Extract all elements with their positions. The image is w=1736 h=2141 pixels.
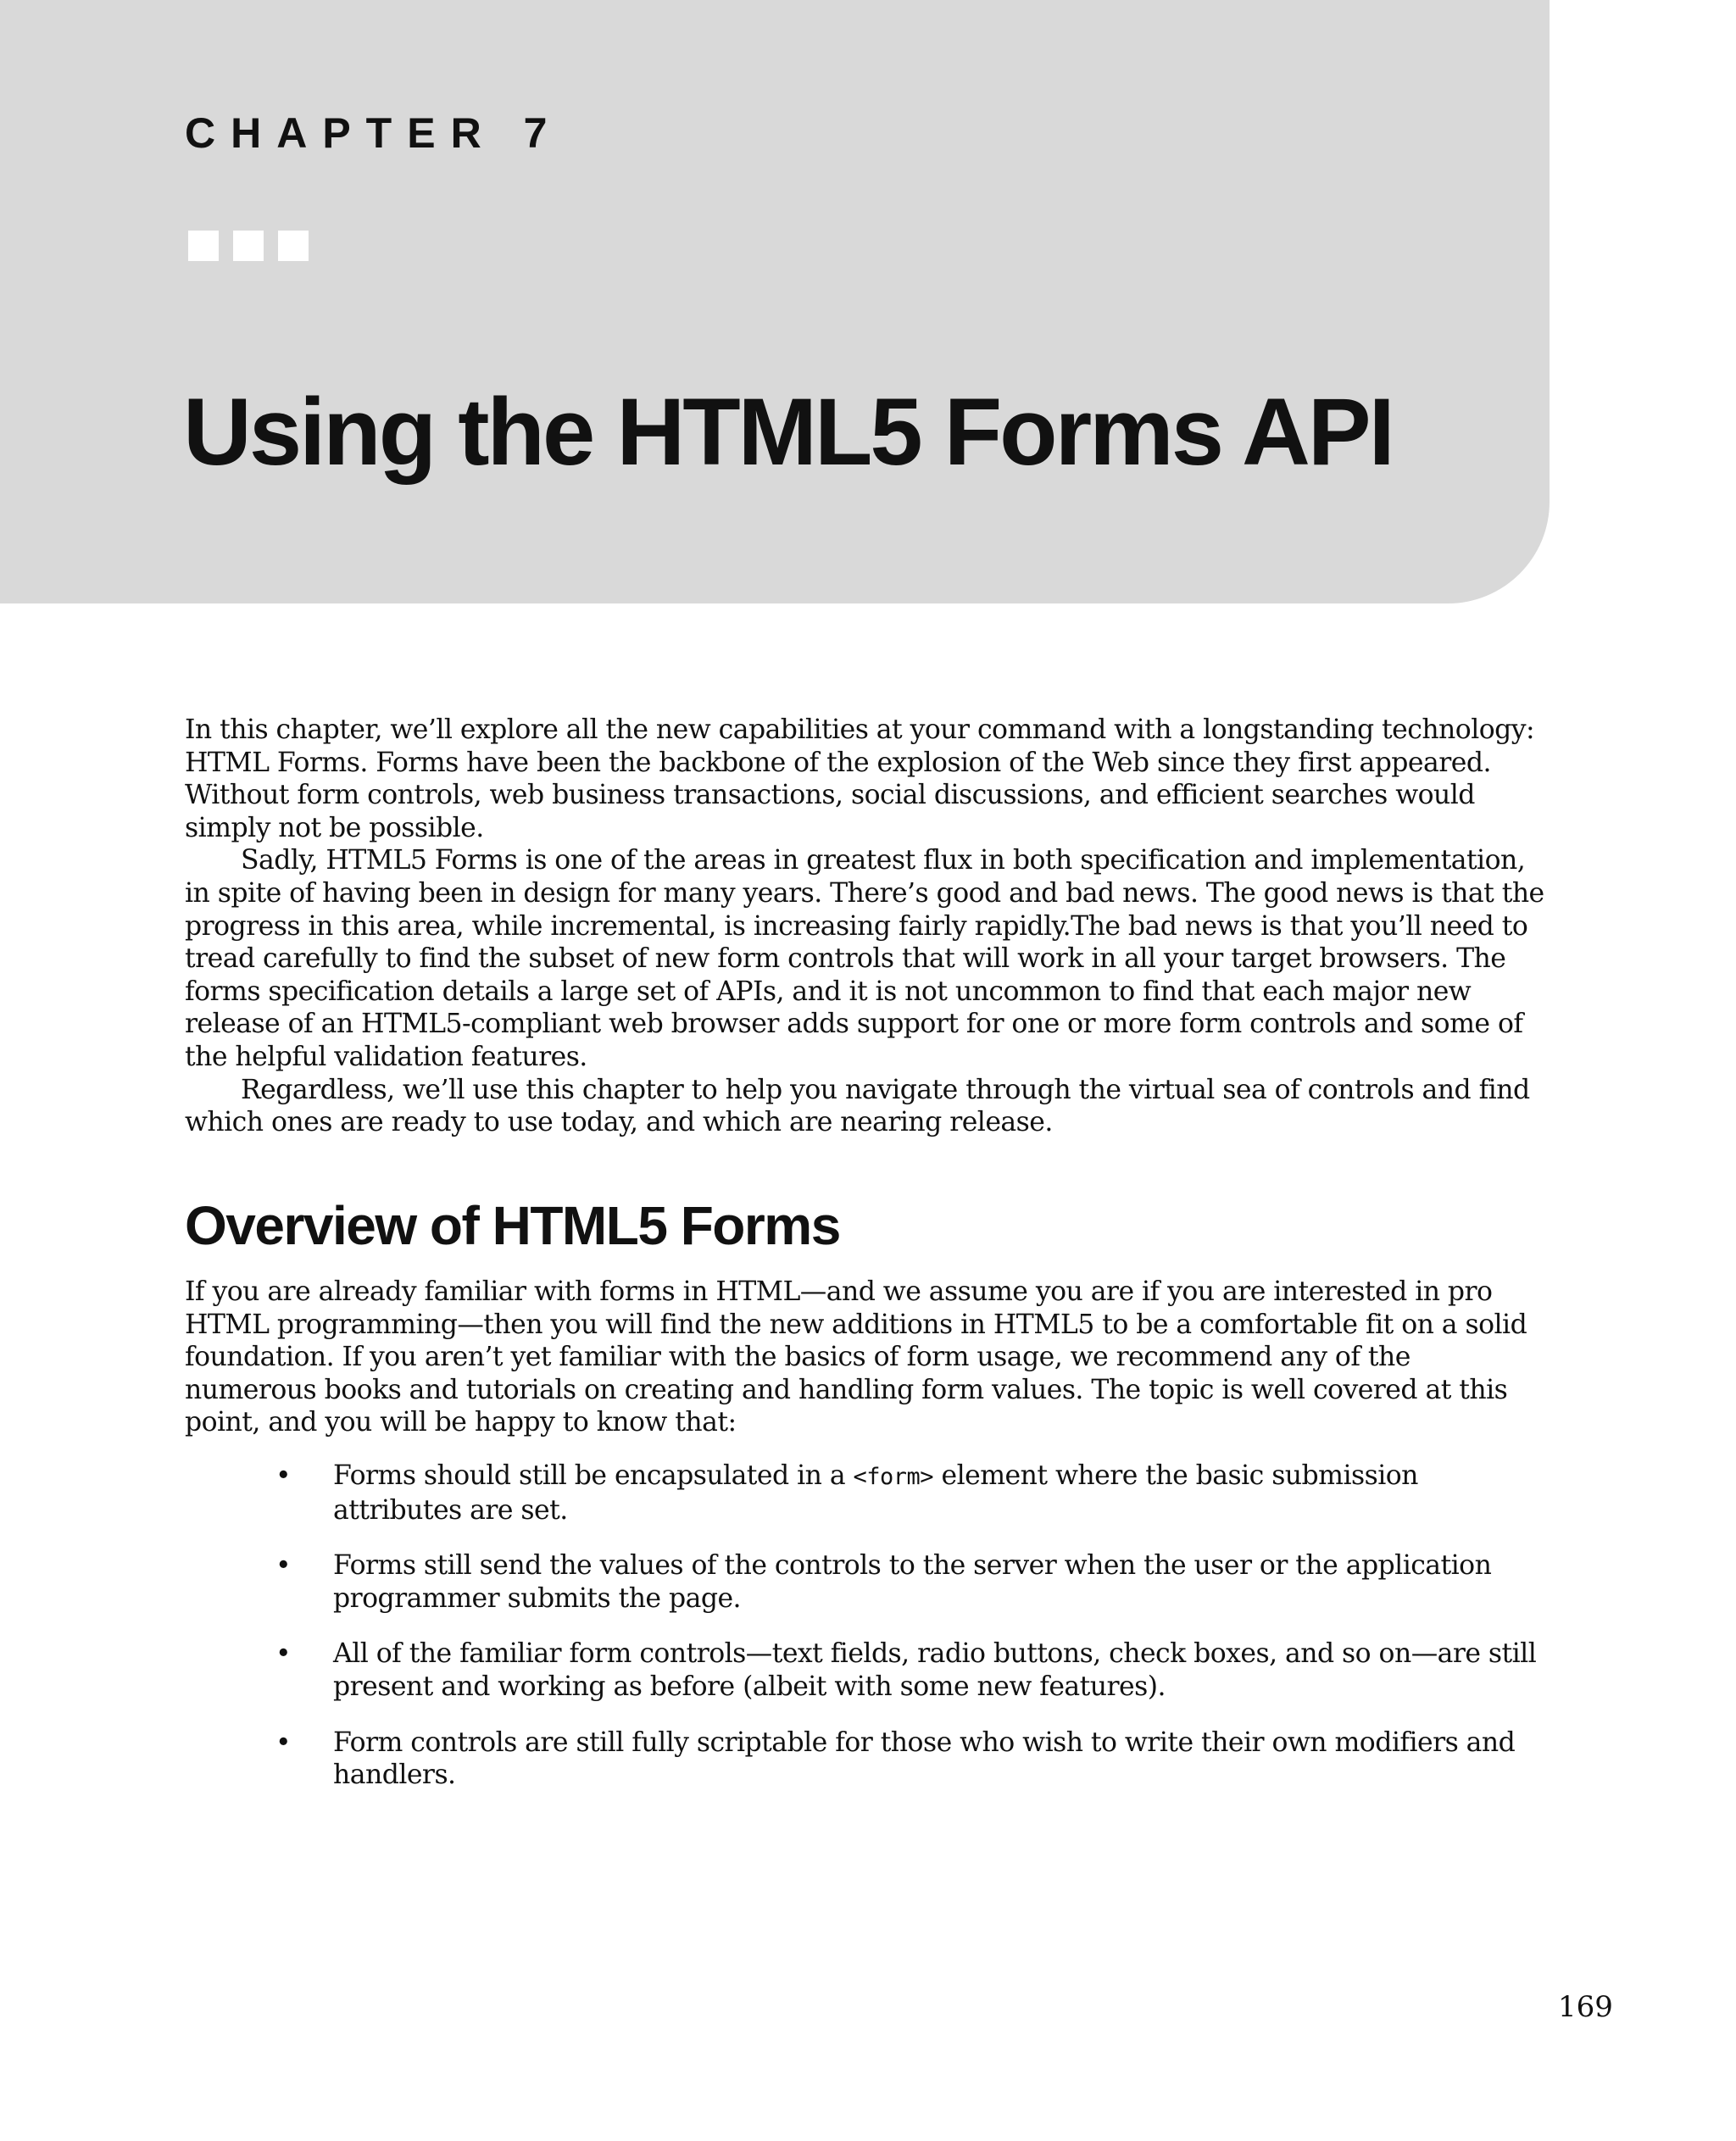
intro-paragraph-1: In this chapter, we’ll explore all the new capabilities at your command with a longstanding technology: HTML Forms. Forms have been the backbone of the explosion of the Web since they first appeared. Without form controls, web business transactions, social discussions, and efficient searches would simply not be possible.: [185, 715, 1535, 843]
bullet-text-after: element where the basic submission attributes are set.: [333, 1460, 1418, 1526]
chapter-title: Using the HTML5 Forms API: [183, 379, 1393, 485]
bullet-list: [185, 1460, 1550, 1792]
form-element-code: <form>: [853, 1464, 934, 1491]
bullet-text: Form controls are still fully scriptable for those who wish to write their own modifiers and handlers.: [333, 1727, 1516, 1791]
bullet-text: Forms still send the values of the controls to the server when the user or the application programmer submits the page.: [333, 1550, 1492, 1614]
ornament-square: [278, 231, 309, 261]
list-item: [185, 1727, 1554, 1792]
ornament-square: [233, 231, 264, 261]
intro-paragraph-2: Sadly, HTML5 Forms is one of the areas in greatest flux in both specification and implementation, in spite of having been in design for many years. There’s good and bad news. The good news is that the progress in this area, while incremental, is increasing fairly rapidly.The bad news is that you’ll need to tread carefully to find the subset of new form controls that will work in all your target browsers. The forms specification details a large set of APIs, and it is not uncommon to find that each major new release of an HTML5-compliant web browser adds support for one or more form controls and some of the helpful validation features.: [185, 845, 1544, 1072]
section-heading: Overview of HTML5 Forms: [185, 1194, 840, 1256]
chapter-header-band: [0, 0, 1550, 603]
bullet-dot: •: [275, 1460, 292, 1492]
chapter-label: CHAPTER 7: [185, 109, 563, 157]
page-number: 169: [1558, 1990, 1613, 2024]
section-paragraph-1: If you are already familiar with forms in HTML—and we assume you are if you are interested in pro HTML programming—then you will find the new additions in HTML5 to be a comfortable fit on a solid foundation. If you aren’t yet familiar with the basics of form usage, we recommend any of the numerous books and tutorials on creating and handling form values. The topic is well covered at this point, and you will be happy to know that:: [185, 1276, 1527, 1438]
list-item: [185, 1460, 1554, 1527]
intro-paragraph-3: Regardless, we’ll use this chapter to help you navigate through the virtual sea of controls and find which ones are ready to use today, and which are nearing release.: [185, 1074, 1530, 1138]
page-body: [185, 714, 1550, 1815]
list-item: [185, 1549, 1554, 1615]
chapter-ornament: [188, 231, 309, 261]
list-item: [185, 1638, 1554, 1703]
bullet-dot: •: [275, 1550, 292, 1582]
bullet-dot: •: [275, 1727, 292, 1758]
bullet-text-before: Forms should still be encapsulated in a: [333, 1460, 854, 1492]
bullet-dot: •: [275, 1638, 292, 1670]
ornament-square: [188, 231, 219, 261]
bullet-text: All of the familiar form controls—text fields, radio buttons, check boxes, and so on—are still present and working as before (albeit with some new features).: [333, 1638, 1537, 1703]
